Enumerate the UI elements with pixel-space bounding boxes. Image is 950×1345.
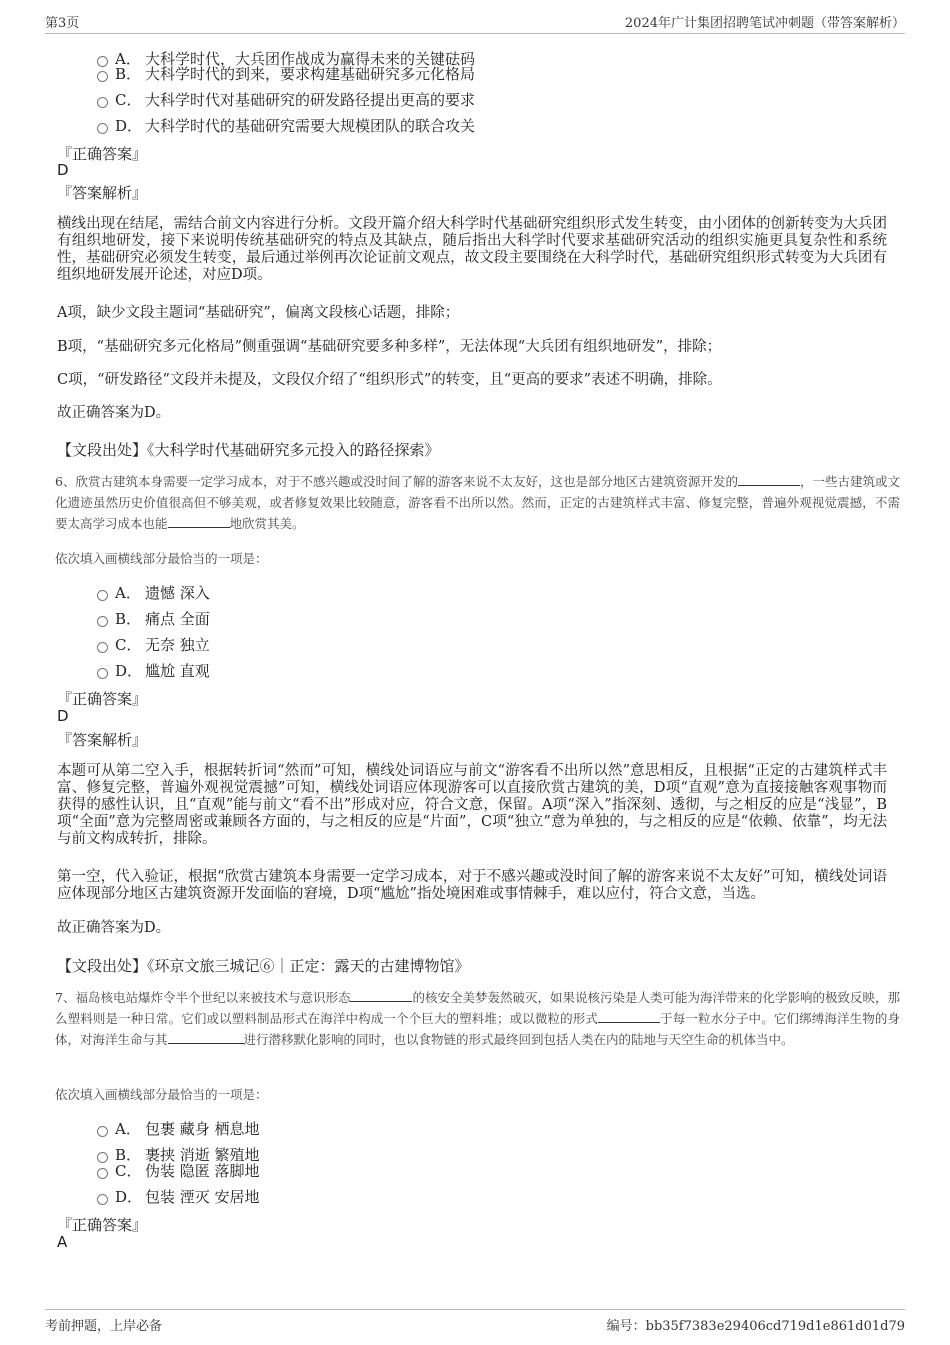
- q6-analysis-conclusion: 故正确答案为D。: [57, 920, 171, 936]
- q7-question-text: 7、福岛核电站爆炸令半个世纪以来被技术与意识形态 的核安全美梦轰然破灭，如果说核污染是人类可能为海洋带来的化学影响的极致反映，那么塑料则是一种日常。它们或以塑料制品形式在海洋中构成一个个巨大的塑料堆；或以微粒的形式 于每一粒水分子中。它们绑缚海洋生物的身体，对海洋生命与其 进行潜移默化影响的同时，也以食物链的形式最终回到包括人类在内的陆地与天空生命的机体当中。: [55, 990, 900, 1047]
- radio-icon[interactable]: [97, 668, 108, 679]
- footer-divider: [45, 1309, 905, 1310]
- document-title: 2024年广计集团招聘笔试冲刺题（带答案解析）: [624, 16, 905, 31]
- q7-option-d[interactable]: D． 包装 湮灭 安居地: [97, 1186, 260, 1207]
- q6-option-d[interactable]: D． 尴尬 直观: [97, 660, 210, 681]
- radio-icon[interactable]: [97, 616, 108, 627]
- q5-analysis-main: 横线出现在结尾，需结合前文内容进行分析。文段开篇介绍大科学时代基础研究组织形式发生转变，由小团体的创新转变为大兵团有组织地研发，接下来说明传统基础研究的特点及其缺点，随后指出大科学时代要求基础研究活动的组织实施更具复杂性和系统性，基础研究必须发生转变，最后通过举例再次论证前文观点，故文段主要围绕在大科学时代，基础研究组织形式转变为大兵团有组织地研发展开论述，对应D项。: [57, 216, 887, 283]
- q5-source: 【文段出处】《大科学时代基础研究多元投入的路径探索》: [57, 441, 440, 459]
- q6-source: 【文段出处】《环京文旅三城记⑥｜正定：露天的古建博物馆》: [57, 957, 470, 975]
- q5-analysis-b: B项，“基础研究多元化格局”侧重强调“基础研究要多种多样”，无法体现“大兵团有组织地研发”，排除；: [57, 339, 722, 355]
- q5-analysis-c: C项，“研发路径”文段并未提及，文段仅介绍了“组织形式”的转变，且“更高的要求”表述不明确，排除。: [57, 372, 722, 388]
- q5-analysis-a: A项，缺少文段主题词“基础研究”，偏离文段核心话题，排除；: [57, 305, 460, 321]
- radio-icon[interactable]: [97, 1168, 108, 1179]
- header-divider: [45, 33, 905, 34]
- correct-answer-label: 『正确答案』: [57, 145, 148, 163]
- analysis-label: 『答案解析』: [57, 184, 148, 202]
- radio-icon[interactable]: [97, 1194, 108, 1205]
- blank-line: [738, 473, 800, 486]
- blank-line: [168, 1031, 244, 1044]
- q6-option-a[interactable]: A． 遗憾 深入: [97, 582, 210, 603]
- q7-prompt: 依次填入画横线部分最恰当的一项是：: [55, 1087, 268, 1102]
- correct-answer-label: 『正确答案』: [57, 690, 148, 708]
- q7-option-c[interactable]: C． 伪装 隐匿 落脚地: [97, 1160, 260, 1181]
- correct-answer-value: D: [57, 161, 69, 179]
- q7-option-b[interactable]: B． 裹挟 消逝 繁殖地: [97, 1144, 260, 1165]
- page-number: 第3页: [45, 16, 80, 31]
- q6-option-c[interactable]: C． 无奈 独立: [97, 634, 210, 655]
- q5-option-b[interactable]: B． 大科学时代的到来，要求构建基础研究多元化格局: [97, 63, 475, 84]
- q6-prompt: 依次填入画横线部分最恰当的一项是：: [55, 551, 268, 566]
- radio-icon[interactable]: [97, 97, 108, 108]
- correct-answer-label: 『正确答案』: [57, 1216, 148, 1234]
- blank-line: [598, 1010, 660, 1023]
- q6-question-text: 6、欣赏古建筑本身需要一定学习成本，对于不感兴趣或没时间了解的游客来说不太友好，这也是部分地区古建筑资源开发的 ，一些古建筑或文化遗迹虽然历史价值很高但不够美观，或者修复效果比较随意，游客看不出所以然。然而，正定的古建筑样式丰富、修复完整，普遍外观视觉震撼，不需要太高学习成本也能 地欣赏其美。: [55, 474, 900, 531]
- q5-analysis-conclusion: 故正确答案为D。: [57, 405, 171, 421]
- q6-analysis-first-blank: 第一空，代入验证，根据“欣赏古建筑本身需要一定学习成本，对于不感兴趣或没时间了解的游客来说不太友好”可知，横线处词语应体现部分地区古建筑资源开发面临的窘境，D项“尴尬”指处境困难或事情棘手，难以应付，符合文意，当选。: [57, 869, 887, 902]
- q5-option-c[interactable]: C． 大科学时代对基础研究的研发路径提出更高的要求: [97, 89, 475, 110]
- footer-slogan: 考前押题，上岸必备: [45, 1319, 163, 1334]
- correct-answer-value: D: [57, 707, 69, 725]
- radio-icon[interactable]: [97, 1126, 108, 1137]
- analysis-label: 『答案解析』: [57, 731, 148, 749]
- q6-analysis-main: 本题可从第二空入手，根据转折词“然而”可知，横线处词语应与前文“游客看不出所以然”意思相反，且根据“正定的古建筑样式丰富、修复完整，普遍外观视觉震撼”可知，横线处词语应体现游客可以直接欣赏古建筑的美，D项“直观”意为直接接触客观事物而获得的感性认识，且“直观”能与前文“看不出”形成对应，符合文意，保留。A项“深入”指深刻、透彻，与之相反的应是“浅显”，B项“全面”意为完整周密或兼顾各方面的，与之相反的应是“片面”，C项“独立”意为单独的，与之相反的应是“依赖、依靠”，均无法与前文构成转折，排除。: [57, 763, 887, 847]
- blank-line: [168, 515, 230, 528]
- radio-icon[interactable]: [97, 123, 108, 134]
- q7-option-a[interactable]: A． 包裹 藏身 栖息地: [97, 1118, 260, 1139]
- q5-option-d[interactable]: D． 大科学时代的基础研究需要大规模团队的联合攻关: [97, 115, 475, 136]
- radio-icon[interactable]: [97, 642, 108, 653]
- q5-option-a[interactable]: A． 大科学时代，大兵团作战成为赢得未来的关键砝码: [97, 48, 475, 69]
- radio-icon[interactable]: [97, 71, 108, 82]
- q6-option-b[interactable]: B． 痛点 全面: [97, 608, 210, 629]
- blank-line: [350, 989, 412, 1002]
- document-id: 编号：bb35f7383e29406cd719d1e861d01d79: [606, 1319, 905, 1334]
- radio-icon[interactable]: [97, 590, 108, 601]
- correct-answer-value: A: [57, 1233, 68, 1251]
